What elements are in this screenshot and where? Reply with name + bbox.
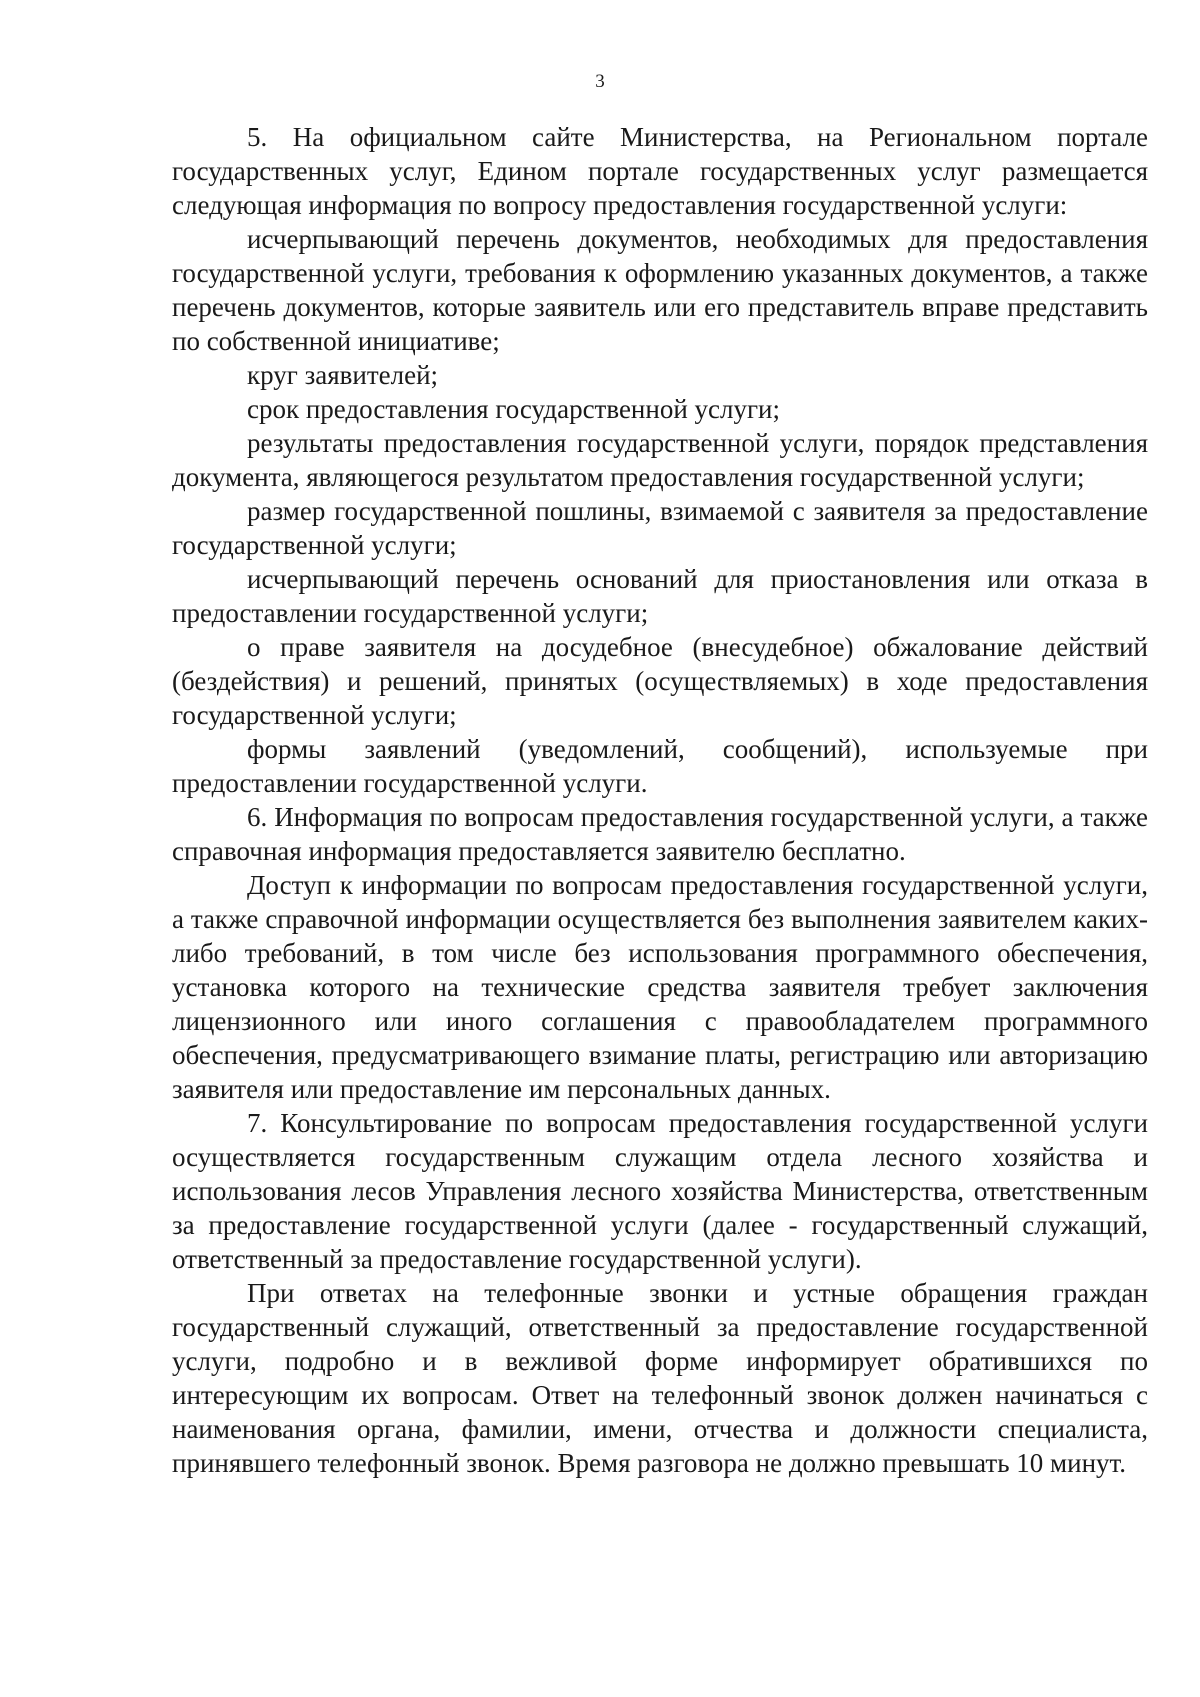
list-item-applicants: круг заявителей; xyxy=(247,360,439,390)
document-body xyxy=(172,120,1148,1480)
list-item-appeal-right: о праве заявителя на досудебное (внесудебное) обжалование действий (бездействия) и решений, принятых (осуществляемых) в ходе предоставления государственной услуги; xyxy=(172,632,1148,730)
paragraph-phone-answers: При ответах на телефонные звонки и устные обращения граждан государственный служащий, ответственный за предоставление государственной услуги, подробно и в вежливой форме информирует обратившихся по интересующим их вопросам. Ответ на телефонный звонок должен начинаться с наименования органа, фамилии, имени, отчества и должности специалиста, принявшего телефонный звонок. Время разговора не должно превышать 10 минут. xyxy=(172,1278,1148,1478)
list-item-fee: размер государственной пошлины, взимаемой с заявителя за предоставление государственной услуги; xyxy=(172,496,1148,560)
list-item-documents: исчерпывающий перечень документов, необходимых для предоставления государственной услуги, требования к оформлению указанных документов, а также перечень документов, которые заявитель или его представитель вправе представить по собственной инициативе; xyxy=(172,224,1148,356)
paragraph-item-7: 7. Консультирование по вопросам предоставления государственной услуги осуществляется государственным служащим отдела лесного хозяйства и использования лесов Управления лесного хозяйства Министерства, ответственным за предоставление государственной услуги (далее - государственный служащий, ответственный за предоставление государственной услуги). xyxy=(172,1108,1148,1274)
list-item-term: срок предоставления государственной услуги; xyxy=(247,394,781,424)
page-number: 3 xyxy=(595,71,605,92)
list-item-results: результаты предоставления государственной услуги, порядок представления документа, являющегося результатом предоставления государственной услуги; xyxy=(172,428,1148,492)
list-item-refusal-grounds: исчерпывающий перечень оснований для приостановления или отказа в предоставлении государственной услуги; xyxy=(172,564,1148,628)
list-item-forms: формы заявлений (уведомлений, сообщений), используемые при предоставлении государственной услуги. xyxy=(172,734,1148,798)
paragraph-access: Доступ к информации по вопросам предоставления государственной услуги, а также справочной информации осуществляется без выполнения заявителем каких-либо требований, в том числе без использования программного обеспечения, установка которого на технические средства заявителя требует заключения лицензионного или иного соглашения с правообладателем программного обеспечения, предусматривающего взимание платы, регистрацию или авторизацию заявителя или предоставление им персональных данных. xyxy=(172,870,1148,1104)
paragraph-item-5: 5. На официальном сайте Министерства, на Региональном портале государственных услуг, Едином портале государственных услуг размещается следующая информация по вопросу предоставления государственной услуги: xyxy=(172,122,1148,220)
paragraph-item-6: 6. Информация по вопросам предоставления государственной услуги, а также справочная информация предоставляется заявителю бесплатно. xyxy=(172,802,1148,866)
